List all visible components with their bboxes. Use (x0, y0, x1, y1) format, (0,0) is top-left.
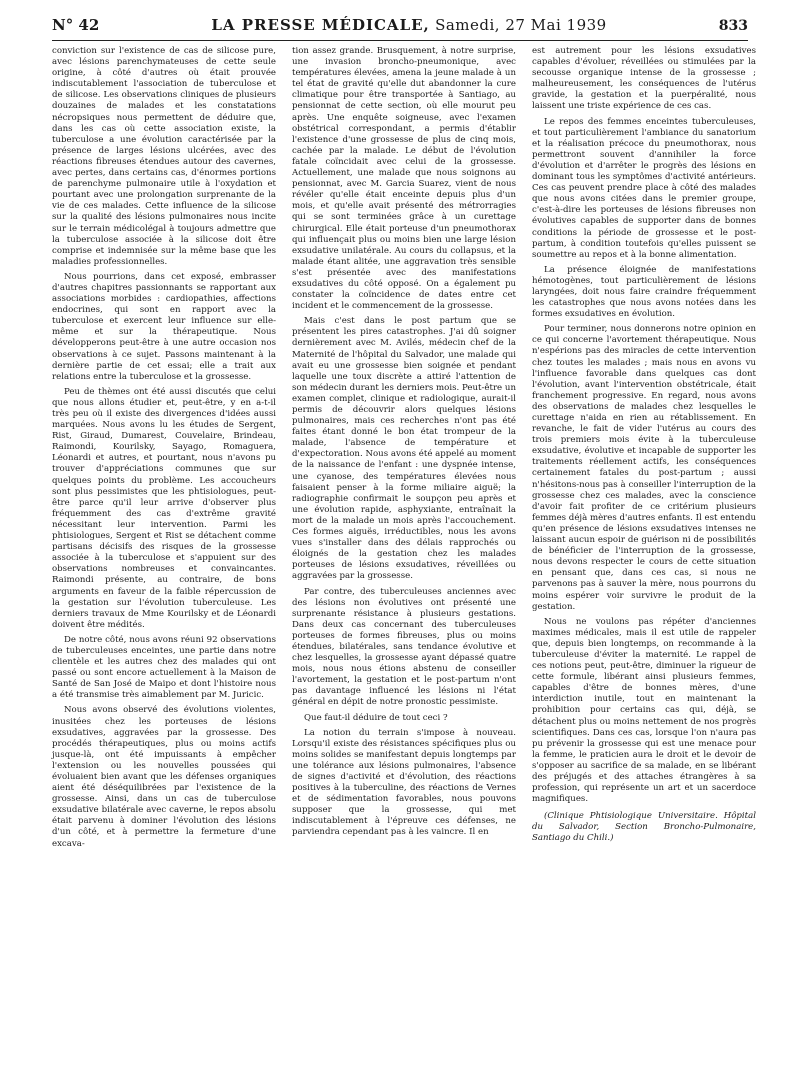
page-number: 833 (718, 18, 748, 34)
paragraph: Que faut-il déduire de tout ceci ? (304, 712, 448, 723)
paragraph: Peu de thèmes ont été aussi discutés que celui que nous allons étudier et, peut-être, y en a-t-il très peu où il existe des divergences d'idées aussi marquées. Nous avons lu les études de Sergent, Rist, Giraud, Dumarest, Couvelaire, Brindeau, Raimondi, Kourilsky, Sayago, Romaguera, Léonardi et autres, et pourtant, nous n'avons pu trouver d'appréciations communes que sur quelques points du problème. Les accoucheurs sont plus pessimistes que les phtisiologues, peut-être parce qu'il leur arrive d'observer plus fréquemment des cas d'extrême gravité nécessitant leur intervention. Parmi les phtisiologues, Sergent et Rist se détachent comme partisans décisifs des risques de la grossesse associée à la tuberculose et s'appuient sur des observations nombreuses et convaincantes. Raimondi présente, au contraire, de bons arguments en faveur de la faible répercussion de la gestation sur l'évolution tuberculeuse. Les derniers travaux de Mme Kourilsky et de Léonardi doivent être médités. (52, 386, 276, 630)
affiliation-note: (Clinique Phtisiologique Universitaire. Hôpital du Salvador, Section Broncho-Pulmonaire, Santiago du Chili.) (532, 811, 756, 844)
paragraph: est autrement pour les lésions exsudatives capables d'évoluer, réveillées ou stimulées par la secousse organique intense de la grossesse ; malheureusement, les conséquences de l'utérus gravide, la gestation et la puerpéralité, nous laissent une triste expérience de ces cas. (532, 46, 756, 112)
paragraph: tion assez grande. Brusquement, à notre surprise, une invasion broncho-pneumonique, avec températures élevées, amena la jeune malade à un tel état de gravité qu'elle dut abandonner la cure climatique pour être transportée à Santiago, au pensionnat de cette section, où elle mourut peu après. Une enquête soigneuse, avec l'examen obstétrical correspondant, a permis d'établir l'existence d'une grossesse de plus de cinq mois, cachée par la malade. Le début de l'évolution fatale coïncidait avec celui de la grossesse. Actuellement, une malade que nous soignons au pensionnat, avec M. Garcia Suarez, vient de nous révéler qu'elle était enceinte depuis plus d'un mois, et qu'elle avait présenté des métrorragies qui se sont terminées grâce à un curettage chirurgical. Elle était porteuse d'un pneumothorax qui influençait plus ou moins bien une large lésion exsudative unilatérale. Au cours du collapsus, et la malade étant alitée, une aggravation très sensible s'est présentée avec des manifestations exsudatives du côté opposé. On a également pu constater la coïncidence de dates entre cet incident et le commencement de la grossesse. (292, 46, 516, 312)
paragraph: conviction sur l'existence de cas de silicose pure, avec lésions parenchymateuses de cette seule origine, à côté d'autres où était prouvée indiscutablement l'association de tuberculose et de silicose. Les observations cliniques de plusieurs douzaines de malades et les constatations nécropsiques nous permettent de déduire que, dans les cas où cette association existe, la tuberculose a une évolution caractérisée par la présence de larges lésions ulcérées, avec des réactions fibreuses étendues autour des cavernes, avec pertes, dans certains cas, d'énormes portions de parenchyme pulmonaire utile à l'oxydation et pourtant avec une prolongation surprenante de la vie de ces malades. Cette influence de la silicose sur la qualité des lésions pulmonaires nous incite sur le terrain médicolégal à toujours admettre que la tuberculose associée à la silicose doit être comprise et indemnisée sur la même base que les maladies professionnelles. (52, 46, 276, 267)
header-rule (52, 40, 748, 41)
issue-date: Samedi, 27 Mai 1939 (435, 16, 607, 34)
paragraph: Nous avons observé des évolutions violentes, inusitées chez les porteuses de lésions exsudatives, aggravées par la grossesse. Des procédés thérapeutiques, plus ou moins actifs jusque-là, ont été impuissants à empêcher l'extension ou les nouvelles poussées qui évoluaient bien avant que les défenses organiques aient été déséquilibrées par l'existence de la grossesse. Ainsi, dans un cas de tuberculose exsudative bilatérale avec caverne, le repos absolu était parvenu à dominer l'évolution des lésions d'un côté, et à permettre la fermeture d'une excava- (52, 705, 276, 849)
running-header (52, 16, 748, 38)
issue-number: N° 42 (52, 16, 100, 34)
article-body (52, 46, 758, 854)
journal-name: LA PRESSE MÉDICALE, (211, 16, 430, 34)
paragraph: Nous pourrions, dans cet exposé, embrasser d'autres chapitres passionnants se rapportant aux associations morbides : cardiopathies, affections endocrines, qui sont en rapport avec la tuberculose et exercent leur influence sur elle-même et sur la thérapeutique. Nous développerons peut-être à une autre occasion nos observations à ce sujet. Passons maintenant à la dernière partie de cet essai; elle a trait aux relations entre la tuberculose et la grossesse. (52, 271, 276, 382)
paragraph: Le repos des femmes enceintes tuberculeuses, et tout particulièrement l'ambiance du sanatorium et la réalisation précoce du pneumothorax, nous permettront souvent d'annihiler la force d'évolution et d'arrêter le progrès des lésions en dominant tous les symptômes d'activité antérieurs. Ces cas peuvent prendre place à côté des malades que nous avons citées dans le premier groupe, c'est-à-dire les porteuses de lésions fibreuses non évolutives capables de supporter dans de bonnes conditions la période de grossesse et le post-partum, à condition toutefois qu'elles puissent se soumettre au repos et à la bonne alimentation. (532, 116, 756, 260)
journal-title-line (211, 16, 606, 34)
paragraph: Nous ne voulons pas répéter d'anciennes maximes médicales, mais il est utile de rappeler que, depuis bien longtemps, on recommande à la tuberculeuse d'éviter la maternité. Le rappel de ces notions peut, peut-être, diminuer la rigueur de cette formule, libérant ainsi plusieurs femmes, capables d'être de bonnes mères, d'une interdiction inutile, tout en maintenant la prohibition pour certains cas qui, déjà, se détachent plus ou moins nettement de nos progrès scientifiques. Dans ces cas, lorsque l'on n'aura pas pu prévenir la grossesse qui est une menace pour la femme, le praticien aura le droit et le devoir de s'opposer au sacrifice de sa malade, en se libérant des préjugés et des attaches étrangères à sa profession, qui représente un art et un sacerdoce magnifiques. (532, 616, 756, 805)
paragraph: Mais c'est dans le post partum que se présentent les pires catastrophes. J'ai dû soigner dernièrement avec M. Avilés, médecin chef de la Maternité de l'hôpital du Salvador, une malade qui avait eu une grossesse bien soignée et pendant laquelle une toux discrète a attiré l'attention de son médecin durant les derniers mois. Peut-être un examen complet, clinique et radiologique, aurait-il permis de découvrir alors quelques lésions pulmonaires, mais ces recherches n'ont pas été faites étant donné le bon état trompeur de la malade, l'absence de température et d'expectoration. Nous avons été appelé au moment de la naissance de l'enfant : une dyspnée intense, une cyanose, des températures élevées nous faisaient penser à la forme miliaire aiguë; la radiographie confirmait le soupçon peu après et une évolution rapide, asphyxiante, entraînait la mort de la malade un mois après l'accouchement. Ces formes aiguës, irréductibles, nous les avons vues s'installer dans des délais rapprochés ou éloignés de la gestation chez les malades porteuses de lésions exsudatives, réveillées ou aggravées par la grossesse. (292, 316, 516, 582)
column-right (532, 46, 756, 854)
column-left (52, 46, 276, 854)
paragraph: Pour terminer, nous donnerons notre opinion en ce qui concerne l'avortement thérapeutique. Nous n'espérions pas des miracles de cette intervention chez toutes les malades ; mais nous en avons vu l'influence favorable dans quelques cas dont l'évolution, avant l'intervention obstétricale, était franchement progressive. En regard, nous avons des observations de malades chez lesquelles le curettage n'aida en rien au rétablissement. En revanche, le fait de vider l'utérus au cours des trois premiers mois évite à la tuberculeuse exsudative, évolutive et incapable de supporter les traitements réellement actifs, les conséquences certainement fatales du post-partum ; aussi n'hésitons-nous pas à conseiller l'interruption de la grossesse chez ces malades, avec la conscience d'avoir fait profiter de ce critérium plusieurs femmes déjà mères d'autres enfants. Il est entendu qu'en présence de lésions exsudatives intenses ne laissant aucun espoir de guérison ni de possibilités de bénéficier de l'interruption de la grossesse, nous devons respecter le cours de cette situation en pensant que, dans ces cas, si nous ne parvenons pas à sauver la mère, nous pourrons du moins espérer voir survivre le produit de la gestation. (532, 324, 756, 612)
column-middle (292, 46, 516, 854)
paragraph: Par contre, des tuberculeuses anciennes avec des lésions non évolutives ont présenté une surprenante résistance à plusieurs gestations. Dans deux cas concernant des tuberculeuses porteuses de formes fibreuses, plus ou moins étendues, bilatérales, sans tendance évolutive et chez lesquelles, la grossesse ayant dépassé quatre mois, nous nous étions abstenu de conseiller l'avortement, la gestation et le post-partum n'ont pas davantage influencé les lésions ni l'état général en dépit de notre pronostic pessimiste. (292, 586, 516, 708)
paragraph: La présence éloignée de manifestations hémotogènes, tout particulièrement de lésions laryngées, doit nous faire craindre fréquemment les catastrophes que nous avons notées dans les formes exsudatives en évolution. (532, 264, 756, 320)
paragraph: De notre côté, nous avons réuni 92 observations de tuberculeuses enceintes, une partie dans notre clientèle et les autres chez des malades qui ont passé ou sont encore actuellement à la Maison de Santé de San José de Maipo et dont l'histoire nous a été transmise très aimablement par M. Juricic. (52, 634, 276, 701)
paragraph: La notion du terrain s'impose à nouveau. Lorsqu'il existe des résistances spécifiques plus ou moins solides se manifestant depuis longtemps par une tolérance aux lésions pulmonaires, l'absence de signes d'activité et d'évolution, des réactions positives à la tuberculine, des réactions de Vernes et de sédimentation favorables, nous pouvons supposer que la grossesse, qui met indiscutablement à l'épreuve ces défenses, ne parviendra cependant pas à les vaincre. Il en (292, 727, 516, 838)
